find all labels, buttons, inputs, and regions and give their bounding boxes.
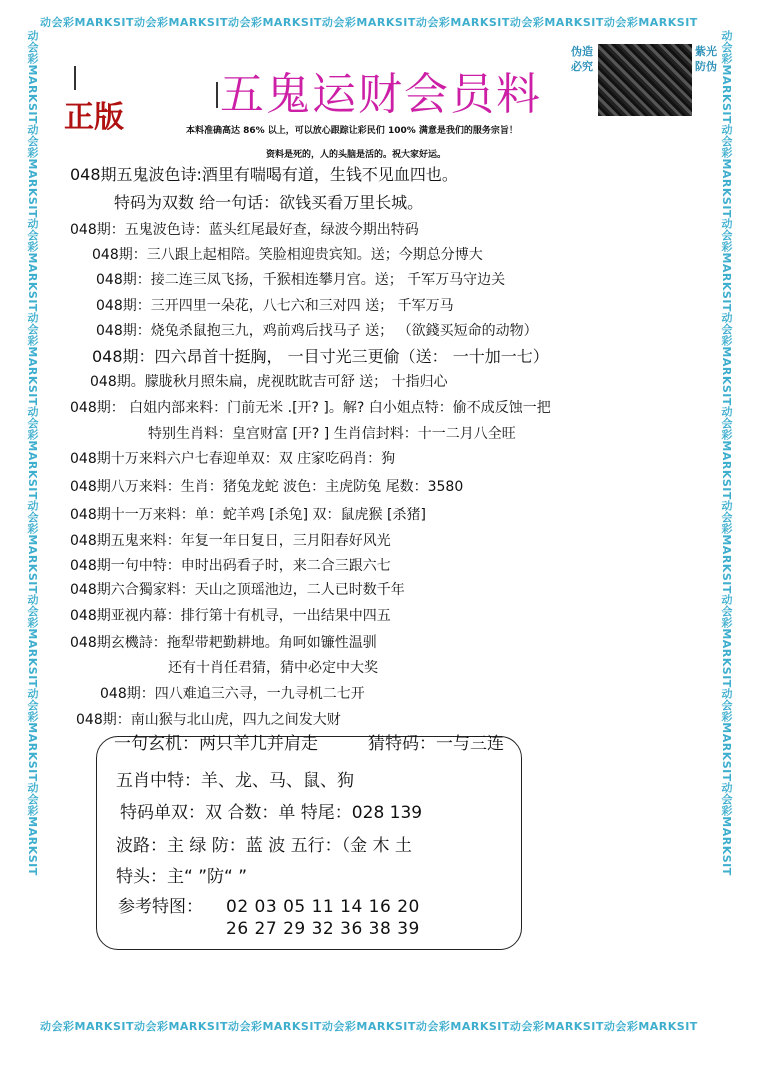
wave-line: 波路：主 绿 防：蓝 波 五行：（金 木 土: [116, 836, 412, 856]
reference-numbers-row-1: 02 03 05 11 14 16 20: [226, 897, 420, 917]
line-xuanji-poem: 048期玄機詩：拖犁带耙勤耕地。角呵如镰性温驯: [70, 635, 377, 651]
line-110k: 048期十一万来料：单：蛇羊鸡 [杀兔] 双：鼠虎猴 [杀猪]: [70, 507, 426, 523]
watermark-top: 动会彩MARKSIT动会彩MARKSIT动会彩MARKSIT动会彩MARKSIT动会彩MARKSIT动会彩MARKSIT动会彩MARKSIT: [40, 16, 698, 29]
watermark-bottom: 动会彩MARKSIT动会彩MARKSIT动会彩MARKSIT动会彩MARKSIT动会彩MARKSIT动会彩MARKSIT动会彩MARKSIT: [40, 1020, 698, 1033]
riddle-text: 一句玄机：两只羊儿并肩走: [114, 734, 318, 754]
page-title: 五鬼运财会员料: [220, 69, 542, 120]
anti-fake-label-right: 紫光防伪: [695, 45, 717, 73]
line-period-3: 048期：三开四里一朵花，八七六和三对四 送； 千军万马: [96, 298, 454, 314]
line-insider: 048期： 白姐内部来料：门前无米 .[开? ]。解? 白小姐点特：偷不成反蚀一把: [70, 400, 551, 416]
header-divider-left: [74, 66, 76, 90]
slogan: 本料准确高达 86% 以上，可以放心跟踪让彩民们 100% 满意是我们的服务宗旨！: [186, 126, 518, 136]
title-divider: [216, 82, 218, 108]
line-wugui: 048期五鬼来料：年复一年日复日，三月阳春好风光: [70, 533, 391, 549]
line-xuanji-poem-2: 还有十肖任君猜，猜中必定中大奖: [168, 660, 378, 676]
odd-even-line: 特码单双：双 合数：单 特尾：028 139: [120, 803, 423, 823]
line-period-1: 048期：三八跟上起相陪。笑脸相迎贵宾知。送；今期总分博大: [92, 247, 483, 263]
five-zodiac: 五肖中特：羊、龙、马、鼠、狗: [116, 771, 354, 791]
security-code-image: [598, 44, 692, 116]
head-line: 特头：主“ ”防“ ”: [116, 867, 248, 887]
line-liuhe: 048期六合獨家料：天山之顶瑶池边，二人已时数千年: [70, 582, 405, 598]
line-period-7: 048期：四八难追三六寻，一九寻机二七开: [100, 686, 365, 702]
line-period-4: 048期：烧兔杀鼠抱三九，鸡前鸡后找马子 送； （欲錢买短命的动物）: [96, 323, 538, 339]
edition-label: 正版: [64, 100, 124, 135]
line-yashi: 048期亚视内幕：排行第十有机寻，一出结果中四五: [70, 608, 391, 624]
line-80k: 048期八万来料：生肖：猪兔龙蛇 波色：主虎防兔 尾数：3580: [70, 479, 464, 495]
line-double-hint: 特码为双数 给一句话：欲钱买看万里长城。: [114, 193, 424, 212]
line-period-5: 048期：四六昂首十挺胸， 一目寸光三更偷（送： 一十加一七）: [92, 347, 549, 366]
reference-label: 参考特图：: [118, 897, 203, 917]
line-period-2: 048期：接二连三凤飞扬，千猴相连攀月宫。送； 千军万马守边关: [96, 272, 506, 288]
line-one-phrase: 048期一句中特：申时出码看子时，来二合三跟六七: [70, 558, 391, 574]
line-period-6: 048期。朦胧秋月照朱扁，虎视眈眈吉可舒 送； 十指归心: [90, 374, 448, 390]
line-wave-poem: 048期五鬼波色诗:酒里有喘喝有道，生钱不见血四也。: [70, 165, 458, 184]
riddle-guess: 猜特码：一与三连: [368, 734, 504, 754]
watermark-right: 动会彩MARKSIT动会彩MARKSIT动会彩MARKSIT动会彩MARKSIT动会彩MARKSIT动会彩MARKSIT动会彩MARKSIT动会彩MARKSIT动会彩MARKSIT: [720, 30, 733, 876]
line-period-8: 048期：南山猴与北山虎，四九之间发大财: [76, 712, 341, 728]
reference-numbers-row-2: 26 27 29 32 36 38 39: [226, 919, 420, 939]
slogan-secondary: 资料是死的，人的头脑是活的。祝大家好运。: [266, 150, 447, 160]
watermark-left: 动会彩MARKSIT动会彩MARKSIT动会彩MARKSIT动会彩MARKSIT动会彩MARKSIT动会彩MARKSIT动会彩MARKSIT动会彩MARKSIT动会彩MARKSIT: [26, 30, 39, 876]
anti-fake-label-left: 伪造必究: [571, 45, 593, 73]
line-special-zodiac: 特别生肖料：皇宫财富 [开? ] 生肖信封料：十一二月八全旺: [148, 426, 516, 442]
line-100k: 048期十万来料六户七春迎单双：双 庄家吃码肖：狗: [70, 451, 396, 467]
line-wave-poem-2: 048期：五鬼波色诗：蓝头红尾最好查，绿波今期出特码: [70, 222, 419, 238]
